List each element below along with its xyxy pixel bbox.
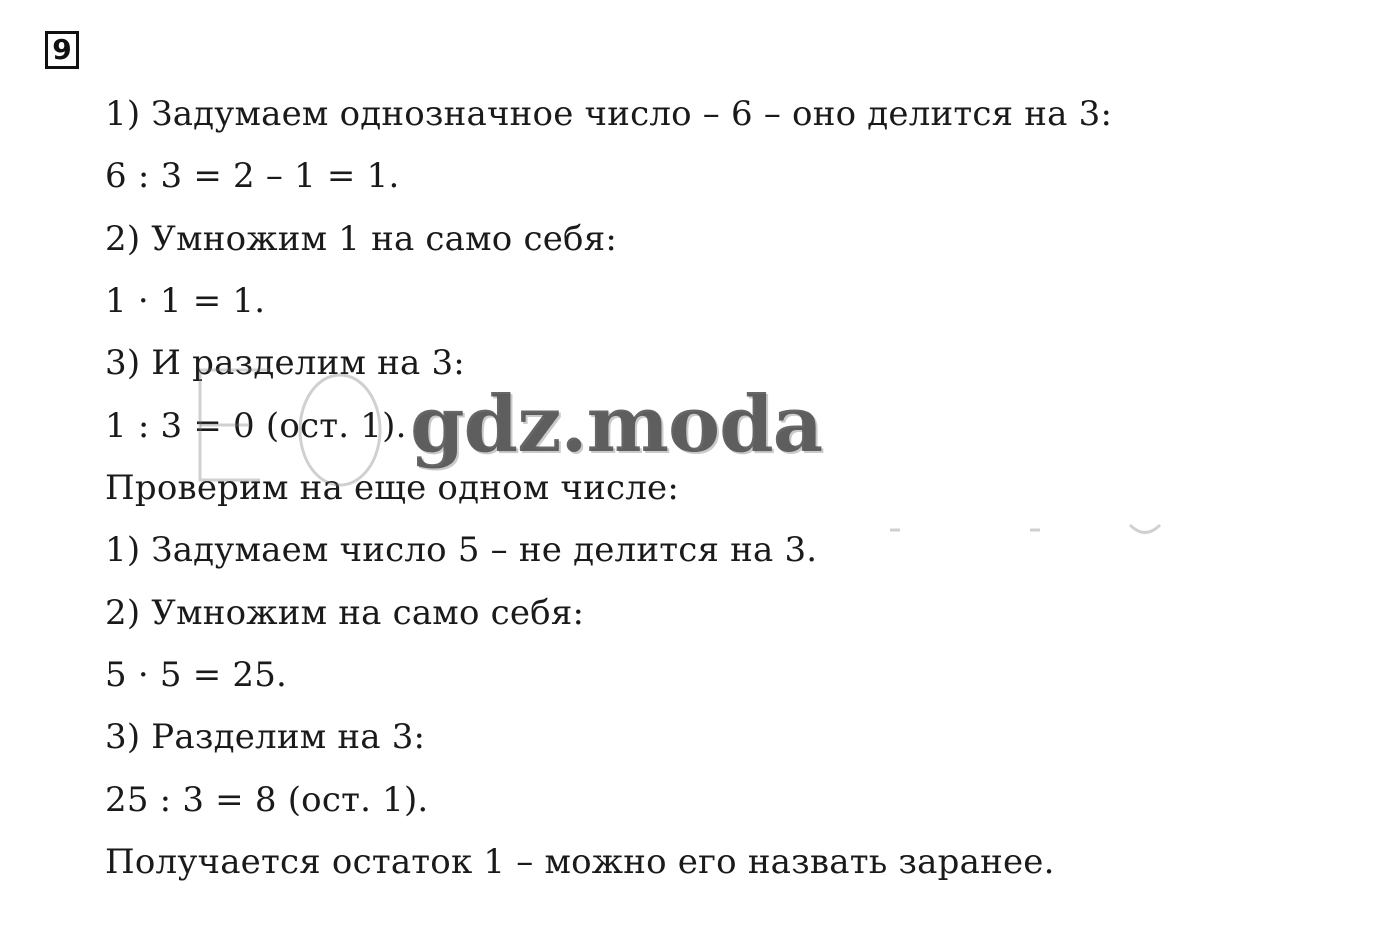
text-line-11: 3) Разделим на 3:	[105, 717, 426, 757]
text-line-10: 5 · 5 = 25.	[105, 655, 288, 695]
text-line-8: 1) Задумаем число 5 – не делится на 3.	[105, 530, 818, 570]
text-line-9: 2) Умножим на само себя:	[105, 593, 585, 633]
text-line-1: 1) Задумаем однозначное число – 6 – оно делится на 3:	[105, 94, 1113, 134]
text-line-2: 6 : 3 = 2 – 1 = 1.	[105, 156, 400, 196]
text-line-5: 3) И разделим на 3:	[105, 343, 465, 383]
task-number-box: 9	[45, 31, 79, 69]
text-line-13: Получается остаток 1 – можно его назвать заранее.	[105, 842, 1055, 882]
watermark-logo: gdz.moda	[410, 379, 823, 470]
text-line-6: 1 : 3 = 0 (ост. 1).	[105, 406, 407, 446]
text-line-7: Проверим на еще одном числе:	[105, 468, 679, 508]
text-line-12: 25 : 3 = 8 (ост. 1).	[105, 780, 429, 820]
text-line-4: 1 · 1 = 1.	[105, 281, 266, 321]
text-line-3: 2) Умножим 1 на само себя:	[105, 219, 617, 259]
